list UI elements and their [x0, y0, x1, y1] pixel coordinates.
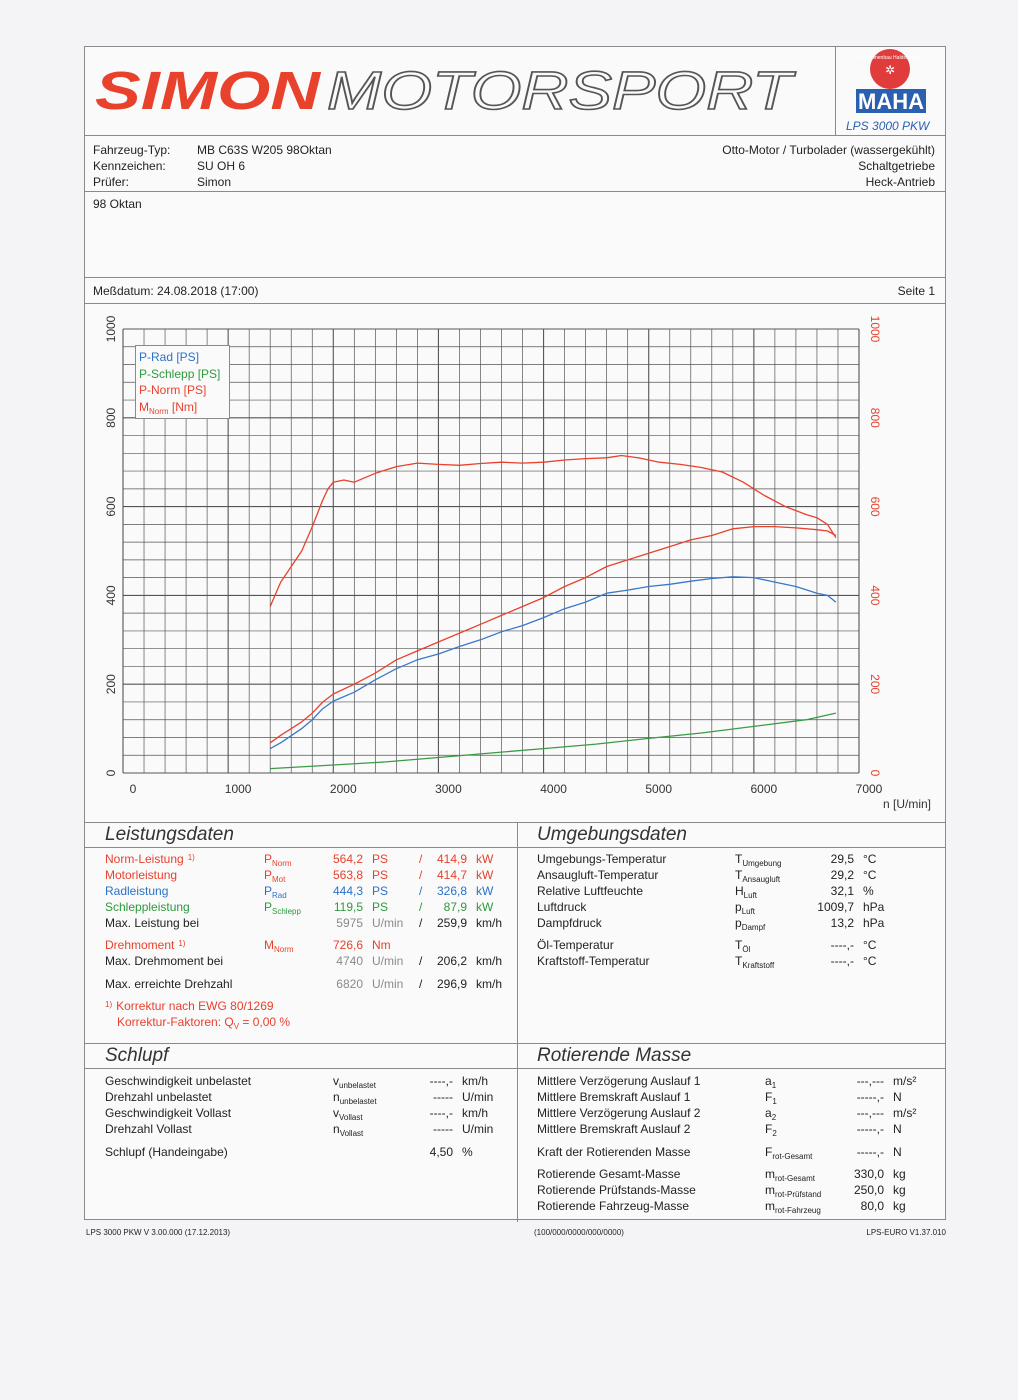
- masse-symbol-symbol: a: [765, 1106, 772, 1120]
- leistung-label-text: Norm-Leistung: [105, 852, 184, 866]
- umgebung-label: Relative Luftfeuchte: [537, 884, 644, 898]
- schlupf-symbol-subscript: Vollast: [339, 1113, 363, 1122]
- torque_rpm-value-2: 206,2: [436, 954, 467, 968]
- torque-symbol-symbol: M: [264, 938, 274, 952]
- masse-label: Mittlere Bremskraft Auslauf 2: [537, 1122, 691, 1136]
- leistung-symbol: [264, 884, 287, 900]
- leistung-value-1: 5975: [336, 916, 363, 930]
- chart-grid: [123, 329, 859, 773]
- masse-title: Rotierende Masse: [537, 1045, 692, 1066]
- leistung-symbol-symbol: P: [264, 884, 273, 898]
- masse-symbol-symbol: m: [765, 1199, 775, 1213]
- leistung-separator: /: [419, 900, 423, 914]
- leistung-separator: /: [419, 916, 423, 930]
- leistung-value-2: 326,8: [436, 884, 467, 898]
- umgebung-value: 29,5: [830, 852, 854, 866]
- max_rpm-value-2: 296,9: [436, 977, 467, 991]
- correction-factors: [117, 1015, 290, 1031]
- gearbox-type: Schaltgetriebe: [858, 159, 935, 173]
- umgebung-symbol-subscript: Luft: [743, 891, 758, 900]
- tester-label: Prüfer:: [93, 175, 130, 189]
- leistung-unit-2: kW: [476, 868, 494, 882]
- leistung-value-1: 444,3: [332, 884, 363, 898]
- vehicle-type-value: MB C63S W205 98Oktan: [197, 143, 332, 157]
- torque-symbol: [264, 938, 294, 954]
- umgebung-value: 32,1: [830, 884, 854, 898]
- plate-value: SU OH 6: [197, 159, 246, 173]
- brand-right-text: MOTORSPORT: [327, 67, 797, 117]
- schlupf-unit: U/min: [462, 1090, 494, 1104]
- umgebung-unit: hPa: [863, 916, 885, 930]
- leistung-unit-1: PS: [372, 884, 389, 898]
- maha-ring-text: Maschinenbau Haldenwang: [859, 55, 921, 61]
- correction-note: [105, 999, 274, 1013]
- masse-symbol-subscript: rot-Gesamt: [775, 1174, 816, 1183]
- umgebung-value: 13,2: [830, 916, 854, 930]
- schlupf-manual-unit: %: [462, 1145, 473, 1159]
- max_rpm-separator: /: [419, 977, 423, 991]
- umgebung-symbol-subscript: Ansaugluft: [742, 875, 781, 884]
- chart-curves: [270, 456, 836, 769]
- leistung-unit-1: U/min: [372, 916, 404, 930]
- schlupf-symbol: [333, 1122, 363, 1138]
- masse-symbol-subscript: 2: [771, 1113, 777, 1122]
- schlupf-unit: km/h: [462, 1074, 489, 1088]
- masse-unit: m/s²: [893, 1106, 917, 1120]
- plate-label: Kennzeichen:: [93, 159, 166, 173]
- schlupf-unit: km/h: [462, 1106, 489, 1120]
- umgebung-symbol-symbol: T: [735, 868, 743, 882]
- leistung-unit-2: kW: [476, 852, 494, 866]
- leistung-title: Leistungsdaten: [105, 824, 234, 845]
- masse-symbol-subscript: rot-Prüfstand: [775, 1190, 822, 1199]
- leistung-label-text: Max. Leistung bei: [105, 916, 200, 930]
- umgebung-label: Umgebungs-Temperatur: [537, 852, 667, 866]
- umgebung-unit: hPa: [863, 900, 885, 914]
- umgebung-symbol-subscript: Luft: [741, 907, 756, 916]
- umgebung-symbol: [735, 938, 750, 954]
- schlupf-symbol-symbol: n: [333, 1122, 340, 1136]
- legend-m-norm: $M_{Norm}$ [Nm]: [139, 399, 198, 416]
- umgebung-symbol-subscript: Kraftstoff: [742, 961, 775, 970]
- umgebung-value: 1009,7: [817, 900, 854, 914]
- x-tick-label: 1000: [224, 782, 252, 796]
- leistung-label: [105, 900, 190, 914]
- umgebung-symbol-symbol: T: [735, 954, 743, 968]
- umgebung-label: Öl-Temperatur: [537, 938, 614, 952]
- gear-icon: ✲: [884, 63, 896, 77]
- y-right-tick-label: 1000: [868, 315, 882, 343]
- x-tick-label: 0: [129, 782, 137, 796]
- leistung-unit-1: PS: [372, 852, 389, 866]
- leistung-label: [105, 868, 177, 882]
- correction-factors-value: = 0,00 %: [239, 1015, 291, 1029]
- umgebung-symbol: [735, 868, 780, 884]
- torque-label: [105, 938, 185, 952]
- vehicle-values: [197, 142, 332, 190]
- masse-symbol: [765, 1074, 776, 1090]
- leistung-value-2: 259,9: [436, 916, 467, 930]
- masse-value: 80,0: [860, 1199, 884, 1213]
- masse-value: -----,-: [856, 1090, 884, 1104]
- umgebung-symbol: [735, 900, 755, 916]
- p-rad-curve: [270, 577, 836, 749]
- brand-left-text: SIMON: [95, 67, 322, 117]
- masse-symbol-symbol: a: [765, 1074, 772, 1088]
- umgebung-symbol-symbol: T: [735, 852, 743, 866]
- leistung-label-text: Radleistung: [105, 884, 169, 898]
- schlupf-symbol-subscript: unbelastet: [339, 1081, 376, 1090]
- leistung-unit-2: kW: [476, 900, 494, 914]
- umgebung-symbol-symbol: H: [735, 884, 744, 898]
- leistung-unit-2: km/h: [476, 916, 503, 930]
- x-tick-label: 6000: [750, 782, 778, 796]
- masse-value: 250,0: [853, 1183, 884, 1197]
- leistung-label-text: Motorleistung: [105, 868, 178, 882]
- umgebung-unit: °C: [863, 938, 877, 952]
- masse-label: Rotierende Gesamt-Masse: [537, 1167, 681, 1181]
- umgebung-unit: °C: [863, 954, 877, 968]
- masse-unit: N: [893, 1090, 902, 1104]
- leistung-separator: /: [419, 868, 423, 882]
- masse-symbol: [765, 1106, 776, 1122]
- leistung-label: [105, 852, 195, 866]
- leistung-value-1: 119,5: [333, 900, 363, 914]
- umgebung-unit: °C: [863, 852, 877, 866]
- vehicle-type-label: Fahrzeug-Typ:: [93, 143, 171, 157]
- umgebung-unit: °C: [863, 868, 877, 882]
- x-tick-label: 5000: [645, 782, 673, 796]
- masse-value: ---,---: [856, 1106, 884, 1120]
- umgebung-symbol-symbol: p: [735, 900, 742, 914]
- leistung-symbol-subscript: Rad: [272, 891, 287, 900]
- note-text: 98 Oktan: [93, 197, 142, 211]
- schlupf-manual-value: 4,50: [429, 1145, 453, 1159]
- masse-value: -----,-: [856, 1145, 884, 1159]
- footnote-marker: 1): [105, 1000, 113, 1009]
- y-left-tick-label: 400: [104, 585, 118, 606]
- umgebung-symbol-symbol: T: [735, 938, 743, 952]
- masse-value: -----,-: [856, 1122, 884, 1136]
- maha-logo-box: [835, 47, 946, 135]
- leistung-symbol-subscript: Norm: [272, 859, 292, 868]
- y-right-tick-label: 800: [868, 407, 882, 428]
- umgebung-symbol: [735, 916, 765, 932]
- leistung-value-2: 414,9: [436, 852, 467, 866]
- torque_rpm-separator: /: [419, 954, 423, 968]
- max_rpm-unit-1: U/min: [372, 977, 404, 991]
- leistung-symbol-symbol: P: [264, 852, 273, 866]
- umgebung-symbol: [735, 884, 757, 900]
- leistung-value-2: 87,9: [443, 900, 467, 914]
- footer-center: (100/000/0000/000/0000): [534, 1228, 624, 1237]
- y-right-tick-label: 200: [868, 674, 882, 695]
- torque-value: 726,6: [332, 938, 363, 952]
- vehicle-labels: [93, 142, 170, 190]
- legend-p-rad: P-Rad [PS]: [139, 350, 200, 364]
- masse-symbol-subscript: rot-Gesamt: [772, 1152, 813, 1161]
- masse-symbol: [765, 1167, 815, 1183]
- torque_rpm-unit-2: km/h: [476, 954, 503, 968]
- model-label: LPS 3000 PKW: [846, 119, 930, 133]
- masse-symbol: [765, 1183, 821, 1199]
- footer-right: LPS-EURO V1.37.010: [866, 1228, 946, 1237]
- torque-label-text: Drehmoment: [105, 938, 175, 952]
- schlupf-title: Schlupf: [105, 1045, 169, 1066]
- leistung-value-2: 414,7: [436, 868, 467, 882]
- masse-unit: N: [893, 1145, 902, 1159]
- m-norm-curve: [270, 456, 836, 607]
- page-number: Seite 1: [897, 284, 935, 298]
- footnote-marker: 1): [187, 853, 195, 862]
- y-left-tick-label: 600: [104, 496, 118, 517]
- masse-symbol-subscript: 1: [772, 1097, 777, 1106]
- correction-factors-text: Korrektur-Faktoren: Q: [117, 1015, 234, 1029]
- x-tick-label: 4000: [540, 782, 567, 796]
- masse-value: ---,---: [856, 1074, 884, 1088]
- x-tick-label: 7000: [855, 782, 883, 796]
- leistung-separator: /: [419, 884, 423, 898]
- footer-left: LPS 3000 PKW V 3.00.000 (17.12.2013): [86, 1228, 231, 1237]
- masse-label: Mittlere Verzögerung Auslauf 1: [537, 1074, 701, 1088]
- schlupf-symbol: [333, 1106, 363, 1122]
- masse-symbol: [765, 1090, 777, 1106]
- umgebung-symbol-subscript: Dampf: [741, 923, 766, 932]
- schlupf-symbol-subscript: unbelastet: [339, 1097, 377, 1106]
- max_rpm-value-1: 6820: [336, 977, 363, 991]
- umgebung-symbol-subscript: Umgebung: [742, 859, 782, 868]
- masse-symbol: [765, 1122, 777, 1138]
- y-left-tick-label: 200: [104, 674, 118, 695]
- schlupf-label: Drehzahl unbelastet: [105, 1090, 212, 1104]
- schlupf-symbol-symbol: n: [333, 1090, 340, 1104]
- masse-symbol: [765, 1145, 812, 1161]
- schlupf-label: Geschwindigkeit Vollast: [105, 1106, 232, 1120]
- umgebung-symbol: [735, 954, 774, 970]
- maha-text: MAHA: [858, 89, 924, 114]
- footnote-marker: 1): [178, 939, 186, 948]
- y-right-tick-label: 600: [868, 496, 882, 517]
- torque-symbol-subscript: Norm: [274, 945, 294, 954]
- masse-symbol-symbol: m: [765, 1167, 775, 1181]
- chart-legend: [135, 345, 230, 419]
- measure-date: Meßdatum: 24.08.2018 (17:00): [93, 284, 259, 298]
- masse-unit: kg: [893, 1199, 906, 1213]
- schlupf-value: -----: [433, 1122, 453, 1136]
- masse-label: Mittlere Verzögerung Auslauf 2: [537, 1106, 701, 1120]
- schlupf-symbol-symbol: v: [333, 1074, 339, 1088]
- leistung-symbol-symbol: P: [264, 868, 273, 882]
- leistung-symbol-symbol: P: [264, 900, 273, 914]
- legend-p-schlepp: P-Schlepp [PS]: [139, 366, 221, 381]
- masse-value: 330,0: [853, 1167, 884, 1181]
- correction-note-text: Korrektur nach EWG 80/1269: [116, 999, 274, 1013]
- leistung-value-1: 564,2: [332, 852, 363, 866]
- brand-logo: [95, 67, 805, 122]
- y-right-tick-label: 0: [868, 769, 882, 777]
- masse-unit: N: [893, 1122, 902, 1136]
- masse-symbol-subscript: rot-Fahrzeug: [775, 1206, 821, 1215]
- maha-logo: [836, 47, 946, 119]
- torque_rpm-unit-1: U/min: [372, 954, 404, 968]
- correction-factors-subscript: V: [233, 1022, 240, 1031]
- leistung-symbol-subscript: Schlepp: [272, 907, 301, 916]
- torque_rpm-value-1: 4740: [336, 954, 363, 968]
- umgebung-label: Dampfdruck: [537, 916, 602, 930]
- engine-info: [722, 142, 935, 190]
- schlupf-value: ----,-: [429, 1074, 453, 1088]
- tester-value: Simon: [197, 175, 232, 189]
- leistung-separator: /: [419, 852, 423, 866]
- y-left-tick-label: 800: [104, 407, 118, 428]
- leistung-label-text: Schleppleistung: [105, 900, 190, 914]
- schlupf-value: -----: [433, 1090, 453, 1104]
- schlupf-manual-label: Schlupf (Handeingabe): [105, 1145, 228, 1159]
- leistung-symbol-subscript: Mot: [272, 875, 286, 884]
- umgebung-unit: %: [863, 884, 874, 898]
- leistung-symbol: [264, 852, 292, 868]
- masse-label: Mittlere Bremskraft Auslauf 1: [537, 1090, 691, 1104]
- masse-label: Rotierende Fahrzeug-Masse: [537, 1199, 690, 1213]
- engine-type: Otto-Motor / Turbolader (wassergekühlt): [722, 143, 935, 157]
- masse-symbol-symbol: F: [765, 1090, 773, 1104]
- p-norm-curve: [270, 527, 836, 743]
- schlupf-value: ----,-: [429, 1106, 453, 1120]
- drive-type: Heck-Antrieb: [865, 175, 935, 189]
- umgebung-label: Kraftstoff-Temperatur: [537, 954, 650, 968]
- masse-symbol: [765, 1199, 821, 1215]
- schlupf-label: Drehzahl Vollast: [105, 1122, 192, 1136]
- schlupf-unit: U/min: [462, 1122, 494, 1136]
- leistung-symbol: [264, 868, 285, 884]
- leistung-symbol: [264, 900, 301, 916]
- y-left-tick-label: 0: [104, 769, 118, 777]
- masse-unit: kg: [893, 1183, 906, 1197]
- masse-symbol-symbol: F: [765, 1145, 773, 1159]
- torque_rpm-label: Max. Drehmoment bei: [105, 954, 224, 968]
- x-tick-label: 3000: [435, 782, 462, 796]
- schlupf-symbol-subscript: Vollast: [339, 1129, 364, 1138]
- umgebung-value: ----,-: [830, 954, 854, 968]
- leistung-label: [105, 884, 168, 898]
- umgebung-label: Ansaugluft-Temperatur: [537, 868, 659, 882]
- leistung-unit-1: PS: [372, 868, 389, 882]
- masse-symbol-subscript: 2: [772, 1129, 777, 1138]
- leistung-unit-2: kW: [476, 884, 494, 898]
- umgebung-title: Umgebungsdaten: [537, 824, 687, 845]
- umgebung-label: Luftdruck: [537, 900, 587, 914]
- dyno-sheet: [84, 46, 946, 1220]
- x-tick-label: 2000: [329, 782, 357, 796]
- masse-label: Rotierende Prüfstands-Masse: [537, 1183, 696, 1197]
- masse-unit: m/s²: [893, 1074, 917, 1088]
- leistung-value-1: 563,8: [332, 868, 363, 882]
- schlupf-symbol: [333, 1090, 377, 1106]
- umgebung-value: 29,2: [830, 868, 854, 882]
- masse-unit: kg: [893, 1167, 906, 1181]
- masse-symbol-symbol: m: [765, 1183, 775, 1197]
- x-axis-label: n [U/min]: [882, 797, 931, 811]
- umgebung-value: ----,-: [830, 938, 854, 952]
- leistung-unit-1: PS: [372, 900, 389, 914]
- legend-p-norm: P-Norm [PS]: [139, 383, 207, 397]
- schlupf-label: Geschwindigkeit unbelastet: [105, 1074, 252, 1088]
- y-left-tick-label: 1000: [104, 315, 118, 343]
- leistung-label: [105, 916, 199, 930]
- max_rpm-label: Max. erreichte Drehzahl: [105, 977, 233, 991]
- umgebung-symbol: [735, 852, 781, 868]
- schlupf-symbol-symbol: v: [333, 1106, 339, 1120]
- y-right-tick-label: 400: [868, 585, 882, 606]
- p-schlepp-curve: [270, 713, 836, 769]
- umgebung-symbol-subscript: Öl: [742, 945, 751, 954]
- masse-symbol-subscript: 1: [771, 1081, 777, 1090]
- masse-symbol-symbol: F: [765, 1122, 773, 1136]
- torque-unit: Nm: [372, 938, 391, 952]
- umgebung-symbol-symbol: p: [735, 916, 742, 930]
- max_rpm-unit-2: km/h: [476, 977, 503, 991]
- masse-label: Kraft der Rotierenden Masse: [537, 1145, 691, 1159]
- schlupf-symbol: [333, 1074, 376, 1090]
